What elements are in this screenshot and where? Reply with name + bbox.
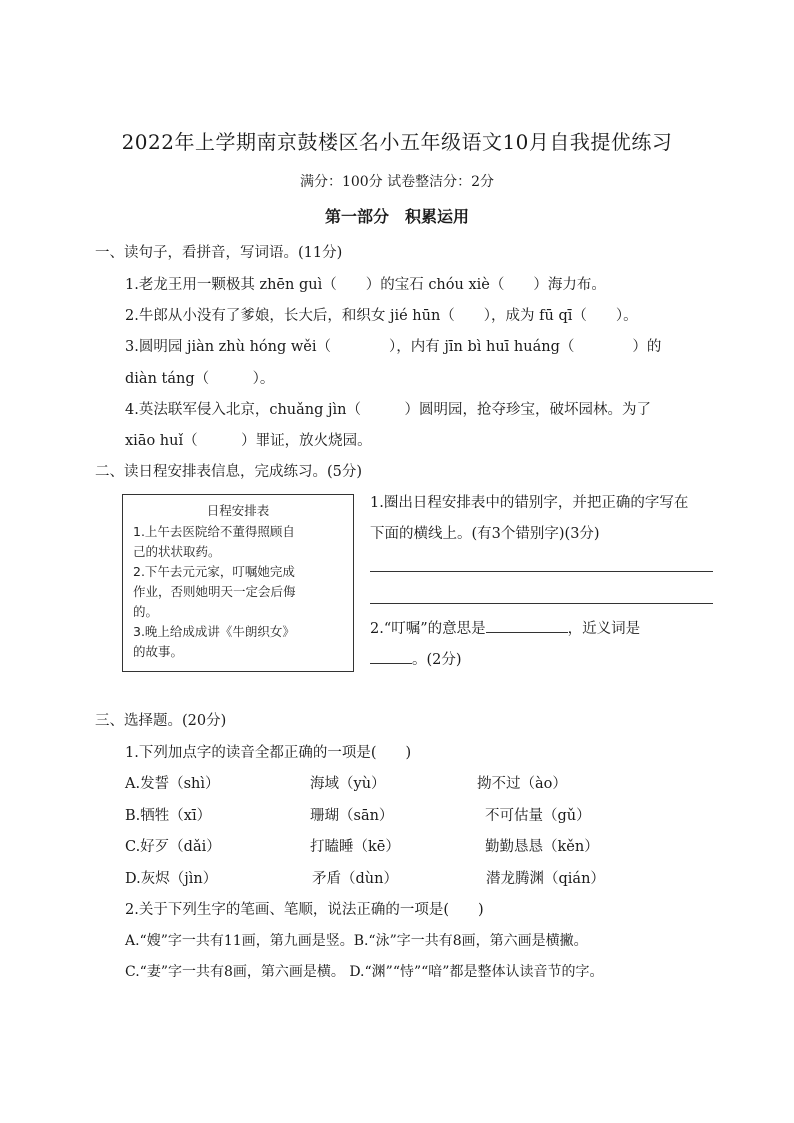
option-a-word: 海域（yù）: [310, 776, 386, 792]
schedule-line: 的故事。: [133, 644, 184, 659]
schedule-box: [122, 494, 354, 672]
option-c-word: 打瞌睡（kē）: [310, 839, 400, 855]
q2-prefix: 2.“叮嘱”的意思是: [370, 621, 486, 637]
option-a-word: 拗不过（ào）: [477, 776, 567, 792]
part-heading: 第一部分 积累运用: [324, 207, 469, 226]
question-line: diàn táng（ ）。: [125, 371, 275, 387]
question-line: C.“妻”字一共有8画，第六画是横。 D.“渊”“恃”“喑”都是整体认读音节的字。: [125, 964, 604, 980]
q2-mid: ，近义词是: [567, 621, 641, 637]
schedule-line: 1.上午去医院给不董得照顾自: [133, 524, 295, 539]
schedule-line: 3.晚上给成成讲《牛朗织女》: [133, 624, 295, 639]
question-line: A.“嫂”字一共有11画，第九画是竖。B.“泳”字一共有8画，第六画是横撇。: [125, 933, 588, 949]
option-b: B.牺牲（xī）: [125, 808, 212, 824]
question-line: 2.牛郎从小没有了爹娘，长大后，和织女 jié hūn（ ），成为 fū qī（ ）。: [125, 308, 638, 324]
option-b-word: 不可估量（gǔ）: [485, 808, 591, 824]
q2-text: [370, 617, 640, 640]
score-info: 满分：100分 试卷整洁分：2分: [299, 174, 495, 190]
schedule-line: 的。: [133, 604, 159, 619]
option-d-word: 矛盾（dùn）: [312, 871, 398, 887]
question-line: 3.圆明园 jiàn zhù hóng wěi（ ），内有 jīn bì huī huáng（ ）的: [125, 339, 662, 355]
option-d: D.灰烬（jìn）: [125, 871, 218, 887]
question-line: 2.关于下列生字的笔画、笔顺，说法正确的一项是( ): [125, 902, 484, 918]
q2-text: [370, 648, 462, 671]
schedule-line: 己的状状取药。: [133, 544, 221, 559]
question-line: xiāo huǐ（ ）罪证，放火烧园。: [125, 433, 372, 449]
option-b-word: 珊瑚（sān）: [310, 808, 394, 824]
schedule-line: 2.下午去元元家，叮嘱她完成: [133, 564, 295, 579]
question-line: 4.英法联军侵入北京，chuǎng jìn（ ）圆明园，抢夺珍宝，破坏园林。为了: [125, 402, 651, 418]
q2-suffix: 。(2分): [412, 652, 462, 668]
section-3-heading: 三、选择题。(20分): [95, 713, 227, 729]
q1-text: 下面的横线上。(有3个错别字)(3分): [370, 526, 600, 542]
section-2-heading: 二、读日程安排表信息，完成练习。(5分): [95, 464, 363, 480]
synonym-blank[interactable]: [370, 648, 412, 664]
option-c: C.好歹（dǎi）: [125, 839, 221, 855]
answer-line[interactable]: [370, 571, 713, 572]
schedule-line: 作业，否则她明天一定会后侮: [133, 584, 296, 599]
page-title: 2022年上学期南京鼓楼区名小五年级语文10月自我提优练习: [121, 130, 673, 154]
answer-line[interactable]: [370, 603, 713, 604]
option-c-word: 勤勤恳恳（kěn）: [485, 839, 599, 855]
schedule-title: 日程安排表: [206, 503, 270, 518]
section-1-heading: 一、读句子，看拼音，写词语。(11分): [95, 245, 343, 261]
question-line: 1.下列加点字的读音全都正确的一项是( ): [125, 745, 412, 761]
option-d-word: 潜龙腾渊（qián）: [486, 871, 605, 887]
question-line: 1.老龙王用一颗极其 zhēn guì（ ）的宝石 chóu xiè（ ）海力布。: [125, 277, 606, 293]
meaning-blank[interactable]: [486, 617, 568, 633]
q1-text: 1.圈出日程安排表中的错别字，并把正确的字写在: [370, 495, 689, 511]
option-a: A.发誓（shì）: [125, 776, 220, 792]
